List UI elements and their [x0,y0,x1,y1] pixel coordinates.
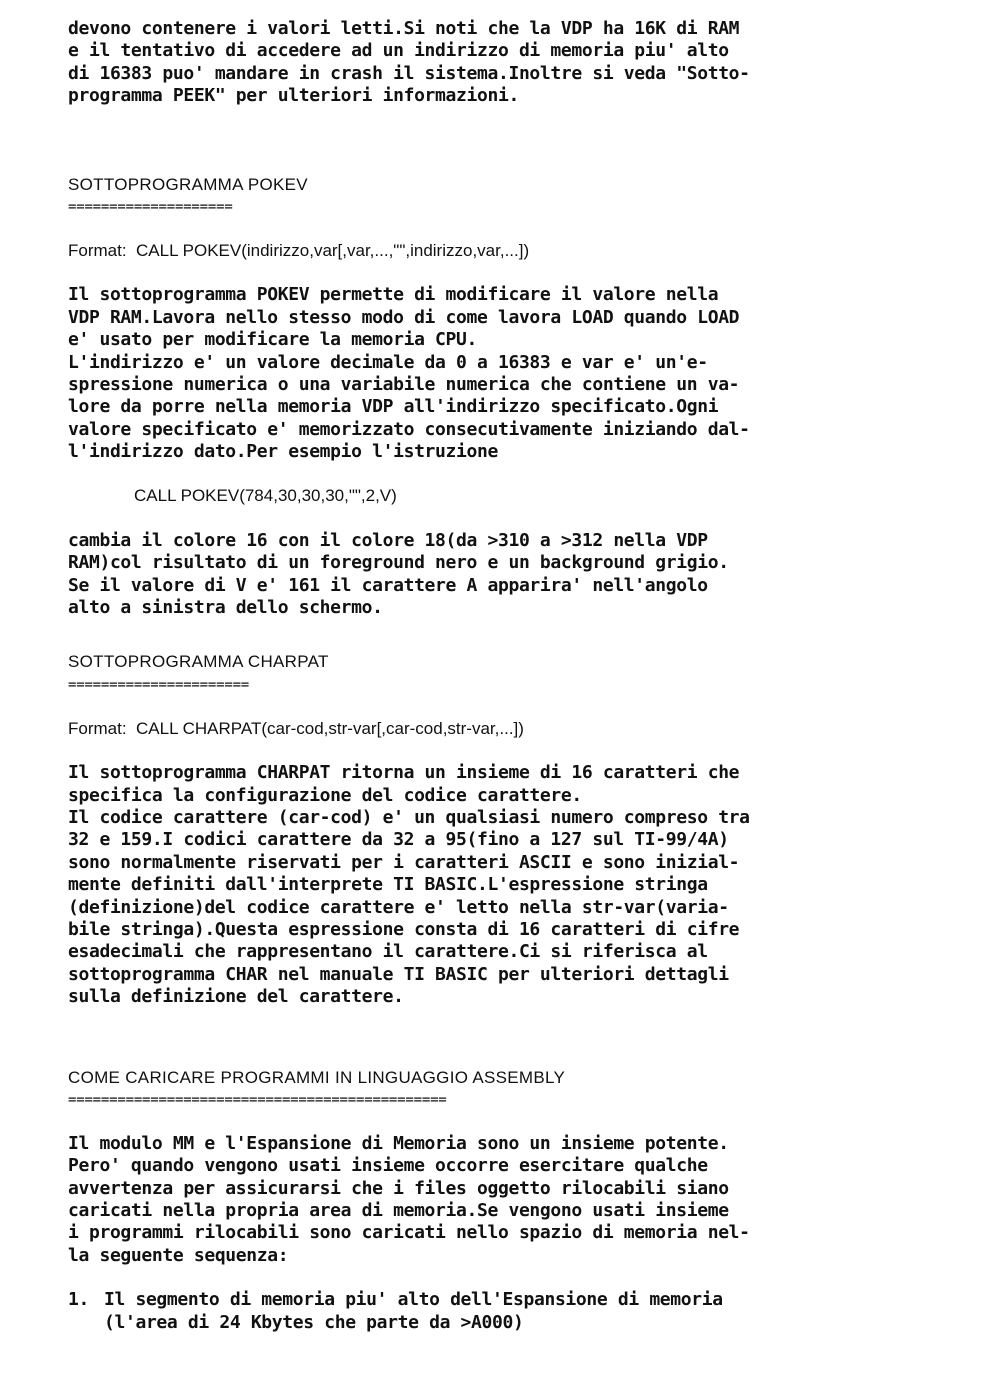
text-line: programma PEEK" per ulteriori informazioni. [68,85,519,107]
spacer [68,218,948,240]
text-line: spressione numerica o una variabile numerica che contiene un va- [68,373,740,395]
spacer [68,463,948,485]
spacer [68,108,948,174]
section-pokev [68,174,948,620]
spacer [68,696,948,718]
spacer [68,262,948,284]
text-line: i programmi rilocabili sono caricati nello spazio di memoria nel- [68,1222,750,1244]
title-underline: ============================================== [68,1091,447,1108]
code-example: CALL POKEV(784,30,30,30,"",2,V) [134,486,397,506]
list-item-text: (l'area di 24 Kbytes che parte da >A000) [104,1311,524,1333]
text-line: la seguente sequenza: [68,1244,289,1266]
section-title: SOTTOPROGRAMMA CHARPAT [68,652,329,672]
description-paragraph [68,1133,948,1267]
document-page [68,18,948,1334]
text-line: (definizione)del codice carattere e' letto nella str-var(varia- [68,896,729,918]
spacer [68,1009,948,1067]
spacer [68,1111,948,1133]
text-line: alto a sinistra dello schermo. [68,597,383,619]
text-line: Il sottoprogramma CHARPAT ritorna un insieme di 16 caratteri che [68,762,740,784]
section-charpat [68,651,948,1008]
list-item-line [68,1289,948,1311]
text-line: Il codice carattere (car-cod) e' un qualsiasi numero compreso tra [68,806,750,828]
spacer [68,740,948,762]
text-line: specifica la configurazione del codice carattere. [68,784,582,806]
text-line: devono contenere i valori letti.Si noti che la VDP ha 16K di RAM [68,18,740,39]
text-line: cambia il colore 16 con il colore 18(da >310 a >312 nella VDP [68,529,708,551]
text-line: bile stringa).Questa espressione consta di 16 caratteri di cifre [68,918,740,940]
description-paragraph [68,762,948,1008]
section-title: COME CARICARE PROGRAMMI IN LINGUAGGIO ASSEMBLY [68,1067,566,1087]
text-line: lore da porre nella memoria VDP all'indirizzo specificato.Ogni [68,396,719,418]
spacer [68,508,948,530]
text-line: Il sottoprogramma POKEV permette di modificare il valore nella [68,284,719,306]
spacer [68,619,948,651]
text-line: avvertenza per assicurarsi che i files oggetto rilocabili siano [68,1177,729,1199]
text-line: e' usato per modificare la memoria CPU. [68,329,477,351]
text-line: RAM)col risultato di un foreground nero e un background grigio. [68,552,729,574]
text-line: mente definiti dall'interprete TI BASIC.L'espressione stringa [68,874,708,896]
title-underline: ==================== [68,198,233,215]
description-paragraph [68,284,948,463]
text-line: caricati nella propria area di memoria.Se vengono usati insieme [68,1200,729,1222]
text-line: l'indirizzo dato.Per esempio l'istruzione [68,441,498,463]
text-line: Se il valore di V e' 161 il carattere A apparira' nell'angolo [68,574,708,596]
text-line: sottoprogramma CHAR nel manuale TI BASIC per ulteriori dettagli [68,963,729,985]
text-line: L'indirizzo e' un valore decimale da 0 a 16383 e var e' un'e- [68,351,708,373]
text-line: di 16383 puo' mandare in crash il sistema.Inoltre si veda "Sotto- [68,62,750,84]
intro-paragraph [68,18,948,108]
text-line: 32 e 159.I codici carattere da 32 a 95(fino a 127 sul TI-99/4A) [68,829,729,851]
format-line: Format: CALL CHARPAT(car-cod,str-var[,car-cod,str-var,...]) [68,718,524,738]
title-underline: ====================== [68,676,250,693]
text-line: VDP RAM.Lavora nello stesso modo di come lavora LOAD quando LOAD [68,306,740,328]
text-line: sono normalmente riservati per i caratteri ASCII e sono inizial- [68,851,740,873]
text-line: e il tentativo di accedere ad un indirizzo di memoria piu' alto [68,40,729,62]
list-item-number: 1. [68,1289,89,1311]
format-line: Format: CALL POKEV(indirizzo,var[,var,...,"",indirizzo,var,...]) [68,240,530,260]
section-assembly [68,1067,948,1335]
text-line: sulla definizione del carattere. [68,986,404,1008]
text-line: esadecimali che rappresentano il carattere.Ci si riferisca al [68,941,708,963]
spacer [68,1267,948,1289]
text-line: Pero' quando vengono usati insieme occorre esercitare qualche [68,1155,708,1177]
explanation-paragraph [68,530,948,620]
list-item-line [68,1312,948,1334]
list-item [68,1289,948,1334]
section-title: SOTTOPROGRAMMA POKEV [68,174,308,194]
text-line: Il modulo MM e l'Espansione di Memoria sono un insieme potente. [68,1132,729,1154]
list-item-text: Il segmento di memoria piu' alto dell'Espansione di memoria [104,1289,723,1311]
text-line: valore specificato e' memorizzato consecutivamente iniziando dal- [68,418,750,440]
